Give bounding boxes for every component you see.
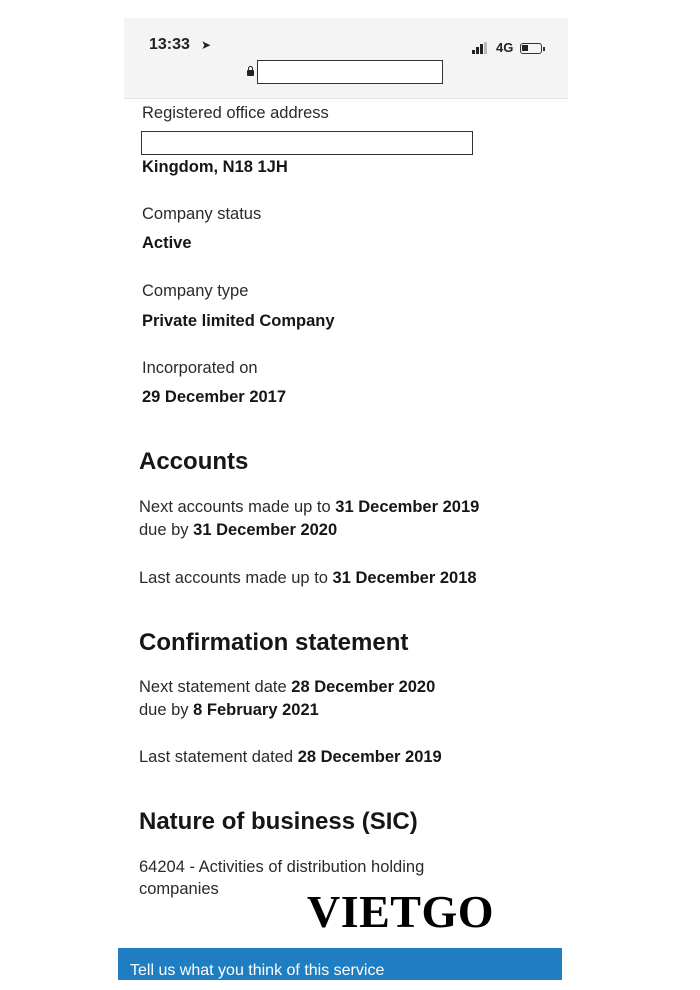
incorporated-value: 29 December 2017 <box>142 388 287 406</box>
battery-icon <box>520 43 542 54</box>
next-statement-date: 28 December 2020 <box>291 678 436 696</box>
phone-screen <box>124 18 568 980</box>
confirmation-heading: Confirmation statement <box>139 629 409 656</box>
next-accounts-line <box>139 498 479 517</box>
company-type-label: Company type <box>142 282 249 300</box>
feedback-banner[interactable] <box>118 948 562 980</box>
nature-heading: Nature of business (SIC) <box>139 808 418 835</box>
last-accounts-line <box>139 569 477 588</box>
incorporated-label: Incorporated on <box>142 359 258 377</box>
signal-strength-icon <box>472 42 488 54</box>
lock-icon <box>247 70 254 76</box>
next-statement-line <box>139 678 435 697</box>
registered-office-label: Registered office address <box>142 104 329 122</box>
sic-line-1: 64204 - Activities of distribution holding <box>139 858 425 876</box>
next-accounts-prefix: Next accounts made up to <box>139 498 331 516</box>
company-status-label: Company status <box>142 205 262 223</box>
statement-due-prefix: due by <box>139 701 189 719</box>
registered-office-value: Kingdom, N18 1JH <box>142 158 288 176</box>
last-statement-date: 28 December 2019 <box>297 748 442 766</box>
accounts-heading: Accounts <box>139 448 249 475</box>
sic-line-2: companies <box>139 880 219 898</box>
statement-due-date: 8 February 2021 <box>193 701 319 719</box>
next-statement-prefix: Next statement date <box>139 678 287 696</box>
watermark-logo: VIETGO <box>307 886 495 937</box>
accounts-due-date: 31 December 2020 <box>193 521 338 539</box>
last-statement-line <box>139 748 442 767</box>
next-accounts-date: 31 December 2019 <box>335 498 480 516</box>
location-arrow-icon: ➤ <box>201 38 212 52</box>
statement-due-line <box>139 701 319 720</box>
address-bar-redacted[interactable] <box>257 60 443 84</box>
accounts-due-line <box>139 521 337 540</box>
last-statement-prefix: Last statement dated <box>139 748 294 766</box>
feedback-link[interactable]: Tell us what you think of this service <box>130 962 385 979</box>
network-type: 4G <box>496 40 514 55</box>
company-status-value: Active <box>142 234 192 252</box>
accounts-due-prefix: due by <box>139 521 189 539</box>
company-type-value: Private limited Company <box>142 312 335 330</box>
last-accounts-prefix: Last accounts made up to <box>139 569 328 587</box>
status-time: 13:33 <box>149 36 190 53</box>
status-bar <box>124 18 568 99</box>
last-accounts-date: 31 December 2018 <box>332 569 477 587</box>
redacted-address-box <box>141 131 473 155</box>
